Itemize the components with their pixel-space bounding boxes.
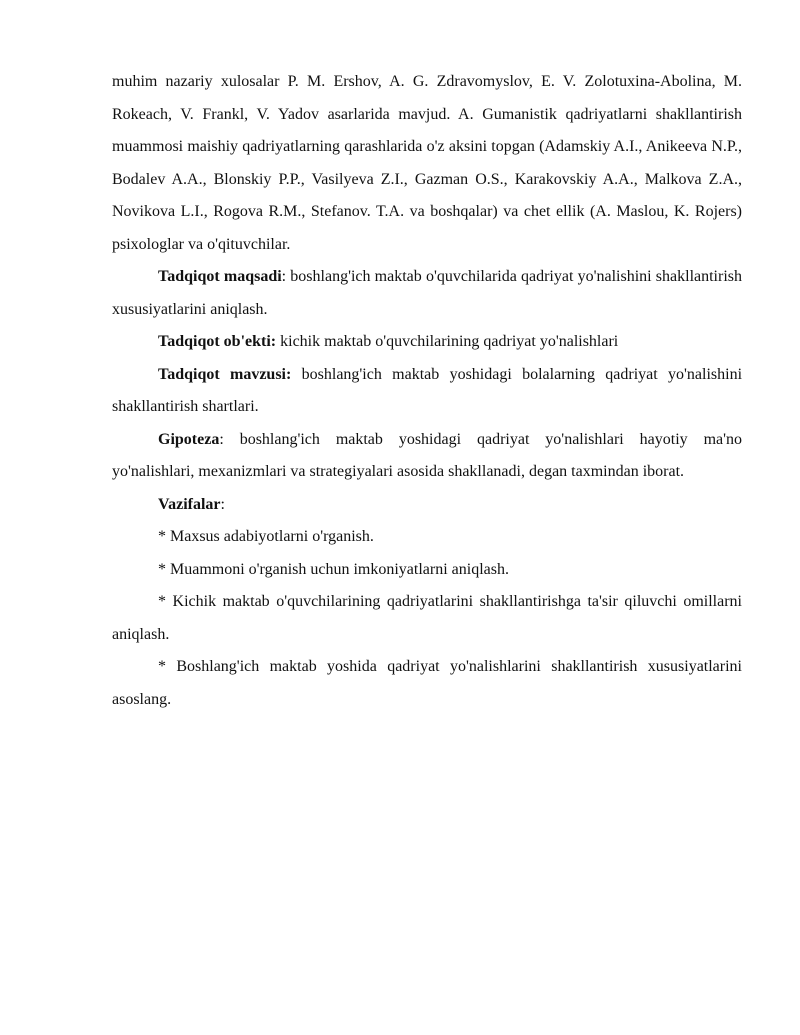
hypothesis-text: : boshlang'ich maktab yoshidagi qadriyat yo'nalishlari hayotiy ma'no yo'nalishlari, mexanizmlari va strategiyalari asosida shakllanadi, degan taxmindan iborat. xyxy=(112,430,742,480)
hypothesis-paragraph xyxy=(112,424,742,489)
task-item: * Kichik maktab o'quvchilarining qadriyatlarini shakllantirishga ta'sir qiluvchi omillarni aniqlash. xyxy=(112,593,742,643)
subject-text: boshlang'ich maktab yoshidagi bolalarning qadriyat yo'nalishini shakllantirish shartlari. xyxy=(112,365,743,415)
intro-paragraph: muhim nazariy xulosalar P. M. Ershov, A. G. Zdravomyslov, E. V. Zolotuxina-Abolina, M. Rokeach, V. Frankl, V. Yadov asarlarida mavjud. A. Gumanistik qadriyatlarni shakllantirish muammosi maishiy qadriyatlarning qarashlarida o'z aksini topgan (Adamskiy A.I., Anikeeva N.P., Bodalev A.A., Blonskiy P.P., Vasilyeva Z.I., Gazman O.S., Karakovskiy A.A., Malkova Z.A., Novikova L.I., Rogova R.M., Stefanov. T.A. va boshqalar) va chet ellik (A. Maslou, K. Rojers) psixologlar va o'qituvchilar. xyxy=(112,73,742,253)
tasks-label: Vazifalar xyxy=(158,495,221,513)
object-text: kichik maktab o'quvchilarining qadriyat yo'nalishlari xyxy=(276,333,619,350)
subject-label: Tadqiqot mavzusi: xyxy=(158,365,292,383)
tasks-suffix: : xyxy=(220,495,225,513)
goal-label: Tadqiqot maqsadi xyxy=(158,268,282,285)
hypothesis-label: Gipoteza xyxy=(158,430,220,448)
task-item: * Maxsus adabiyotlarni o'rganish. xyxy=(158,528,374,545)
subject-paragraph xyxy=(112,359,742,424)
goal-text: : boshlang'ich maktab o'quvchilarida qadriyat yo'nalishini shakllantirish xususiyatlarini aniqlash. xyxy=(112,268,742,318)
tasks-heading xyxy=(112,489,742,522)
task-item: * Muammoni o'rganish uchun imkoniyatlarni aniqlash. xyxy=(158,560,509,578)
task-item: * Boshlang'ich maktab yoshida qadriyat yo'nalishlarini shakllantirish xususiyatlarini asoslang. xyxy=(112,658,742,708)
document-page xyxy=(112,66,742,716)
goal-paragraph xyxy=(112,261,742,326)
object-paragraph xyxy=(112,326,742,359)
object-label: Tadqiqot ob'ekti: xyxy=(158,333,277,350)
